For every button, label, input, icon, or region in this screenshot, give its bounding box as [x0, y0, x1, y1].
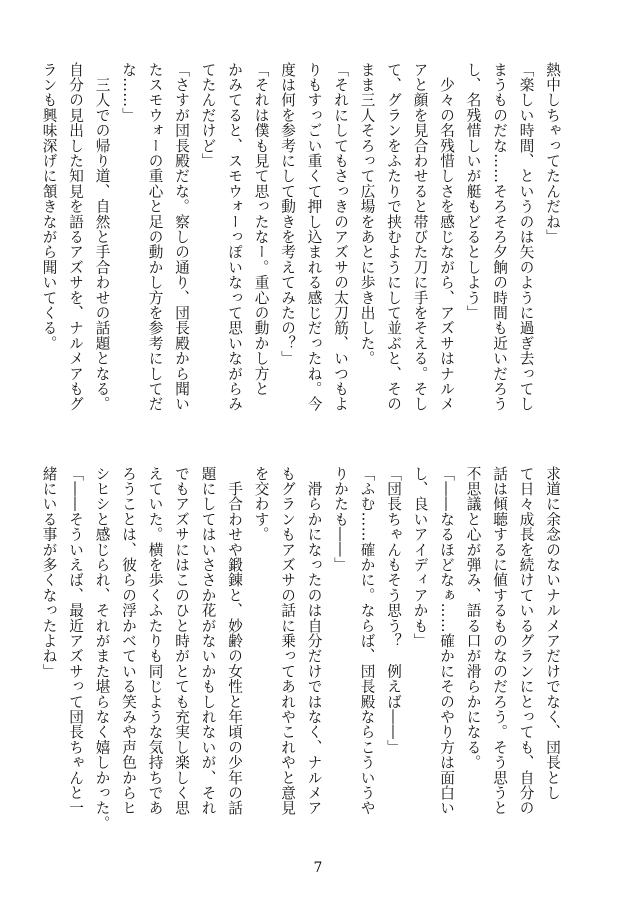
text-line: 滑らかになったのは自分だけではなく、ナルメア	[305, 466, 323, 816]
text-line: 緒にいる事が多くなったよね」	[40, 466, 58, 679]
text-line: 自分の見出した知見を語るアズサを、ナルメアもグ	[67, 62, 84, 412]
text-line: 「それは僕も見て思ったなー。重心の動かし方と	[252, 62, 270, 397]
text-block-top	[35, 62, 565, 438]
text-line: 三人での帰り道、自然と手合わせの話題となる。	[93, 62, 111, 412]
text-line: 「――なるほどなぁ……確かにそのやり方は面白い	[438, 466, 455, 816]
page-number: 7	[313, 860, 323, 876]
text-line: もグランもアズサの話に乗ってあれやこれやと意見	[279, 466, 296, 816]
text-line: ランも興味深げに頷きながら聞いてくる。	[40, 62, 58, 351]
text-line: 「それにしてもさっきのアズサの太刀筋、いつもよ	[332, 62, 349, 412]
text-line: 話は傾聴するに値するものなのだろう。そう思うと	[491, 466, 508, 816]
text-line: 「楽しい時間、というのは矢のように過ぎ去ってし	[517, 62, 535, 412]
text-line: 手合わせや鍛錬と、妙齢の女性と年頃の少年の話	[226, 466, 243, 816]
text-line: 少々の名残惜しさを感じながら、アズサはナルメ	[438, 62, 455, 412]
text-line: 題にしてはいささか花がないかもしれないが、それ	[199, 466, 217, 816]
text-line: 求道に余念のないナルメアだけでなく、団長とし	[544, 466, 561, 801]
text-line: シヒシと感じられ、それがまた堪らなく嬉しかった。	[93, 466, 111, 831]
text-line: 「さすが団長殿だな。察しの通り、団長殿から聞い	[173, 62, 190, 412]
text-line: まうものだな……そろそろ夕餉の時間も近いだろう	[491, 62, 508, 412]
text-line: 「団長ちゃんもそう思う？ 例えば――」	[385, 466, 402, 755]
text-line: 熱中しちゃってたんだね」	[544, 62, 561, 245]
text-line: アと顔を見合わせると帯びた刀に手をそえる。そし	[411, 62, 429, 412]
text-line: 「――そういえば、最近アズサって団長ちゃんと一	[67, 466, 84, 816]
text-line: し、良いアイディアかも」	[411, 466, 429, 649]
text-line: ろうことは、彼らの浮かべている笑みや声色からヒ	[120, 466, 137, 816]
text-line: な……」	[120, 62, 137, 123]
text-line: 不思議と心が弾み、語る口が滑らかになる。	[464, 466, 482, 770]
text-line: でもアズサにはこのひと時がとても充実し楽しく思	[173, 466, 190, 816]
text-block-bottom	[35, 466, 565, 842]
text-line: てたんだけど」	[199, 62, 217, 169]
text-line: まま三人そろって広場をあとに歩き出した。	[358, 62, 376, 366]
text-line: て、グランをふたりで挟むようにして並ぶと、その	[385, 62, 402, 412]
text-line: りもすっごい重くて押し込まれる感じだったね。今	[305, 62, 323, 412]
text-line: を交わす。	[252, 466, 270, 542]
text-line: 「ふむ……確かに。ならば、団長殿ならこういうや	[358, 466, 376, 816]
text-line: し、名残惜しいが艇もどるとしよう」	[464, 62, 482, 321]
text-line: りかたも――」	[332, 466, 349, 573]
text-line: て日々成長を続けているグランにとっても、自分の	[517, 466, 535, 816]
text-line: 度は何を参考にして動きを考えてみたの？」	[279, 62, 296, 366]
text-line: たスモウォーの重心と足の動かし方を参考にしてだ	[146, 62, 164, 412]
text-line: えていた。横を歩くふたりも同じような気持ちであ	[146, 466, 164, 816]
text-line: かみてると、スモウォーっぽいなって思いながらみ	[226, 62, 243, 412]
